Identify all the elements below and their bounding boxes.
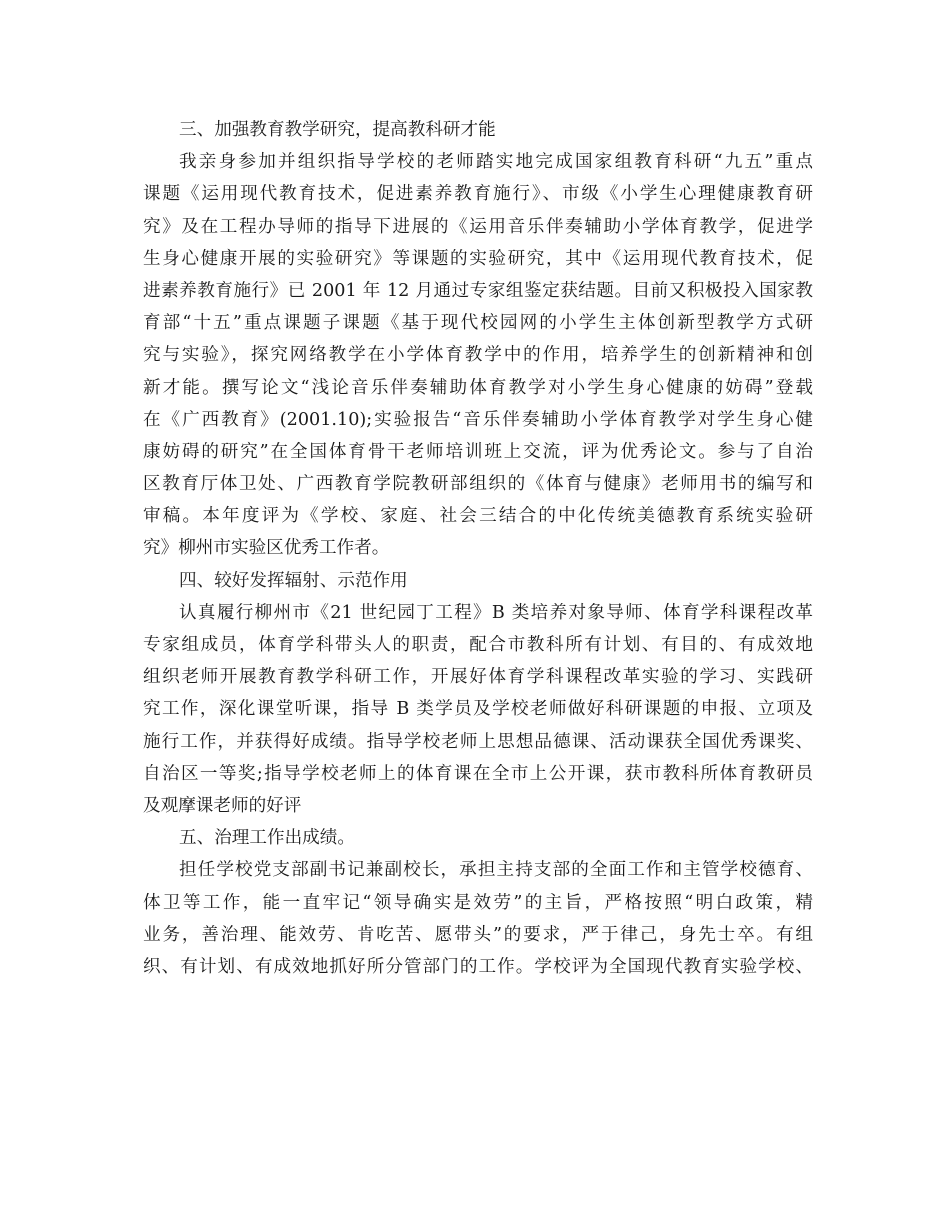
- paragraph-line: 组织老师开展教育教学科研工作，开展好体育学科课程改革实验的学习、实践研: [143, 667, 813, 688]
- paragraph-line: 专家组成员，体育学科带头人的职责，配合市教科所有计划、有目的、有成效地: [143, 635, 813, 655]
- paragraph-line: 自治区一等奖;指导学校老师上的体育课在全市上公开课，获市教科所体育教研员: [143, 763, 813, 784]
- paragraph-line: 认真履行柳州市《21 世纪园丁工程》B 类培养对象导师、体育学科课程改革: [179, 602, 813, 623]
- paragraph-line: 区教育厅体卫处、广西教育学院教研部组织的《体育与健康》老师用书的编写和: [143, 474, 813, 495]
- paragraph-line: 业务，善治理、能效劳、肯吃苦、愿带头”的要求，严于律己，身先士卒。有组: [143, 924, 813, 945]
- section-heading-4: 四、较好发挥辐射、示范作用: [179, 570, 408, 591]
- paragraph-line: 生身心健康开展的实验研究》等课题的实验研究，其中《运用现代教育技术，促: [143, 248, 813, 269]
- paragraph-line: 究》及在工程办导师的指导下进展的《运用音乐伴奏辅助小学体育教学，促进学: [143, 216, 813, 237]
- section-heading-3: 三、加强教育教学研究，提高教科研才能: [179, 120, 496, 140]
- paragraph-line: 在《广西教育》(2001.10);实验报告“音乐伴奏辅助小学体育教学对学生身心健: [143, 409, 813, 430]
- paragraph-line: 课题《运用现代教育技术，促进素养教育施行》、市级《小学生心理健康教育研: [143, 184, 813, 205]
- paragraph-line: 审稿。本年度评为《学校、家庭、社会三结合的中化传统美德教育系统实验研: [143, 506, 813, 527]
- paragraph-line: 康妨碍的研究”在全国体育骨干老师培训班上交流，评为优秀论文。参与了自治: [143, 441, 813, 462]
- paragraph-line: 究》柳州市实验区优秀工作者。: [143, 538, 390, 559]
- paragraph-line: 究与实验》，探究网络教学在小学体育教学中的作用，培养学生的创新精神和创: [143, 345, 813, 366]
- document-page: [143, 114, 813, 983]
- paragraph-line: 体卫等工作，能一直牢记“领导确实是效劳”的主旨，严格按照“明白政策，精: [143, 892, 813, 913]
- paragraph-line: 担任学校党支部副书记兼副校长，承担主持支部的全面工作和主管学校德育、: [179, 860, 813, 881]
- paragraph-line: 究工作，深化课堂听课，指导 B 类学员及学校老师做好科研课题的申报、立项及: [143, 699, 813, 720]
- paragraph-line: 新才能。撰写论文“浅论音乐伴奏辅助体育教学对小学生身心健康的妨碍”登载: [143, 377, 813, 398]
- paragraph-line: 进素养教育施行》已 2001 年 12 月通过专家组鉴定获结题。目前又积极投入国家教: [143, 280, 813, 301]
- paragraph-line: 织、有计划、有成效地抓好所分管部门的工作。学校评为全国现代教育实验学校、: [143, 956, 813, 977]
- paragraph-line: 施行工作，并获得好成绩。指导学校老师上思想品德课、活动课获全国优秀课奖、: [143, 731, 813, 752]
- paragraph-line: 及观摩课老师的好评: [143, 795, 302, 816]
- paragraph-line: 我亲身参加并组织指导学校的老师踏实地完成国家组教育科研“九五”重点: [179, 152, 813, 173]
- section-heading-5: 五、治理工作出成绩。: [179, 828, 355, 849]
- paragraph-line: 育部“十五”重点课题子课题《基于现代校园网的小学生主体创新型教学方式研: [143, 313, 813, 334]
